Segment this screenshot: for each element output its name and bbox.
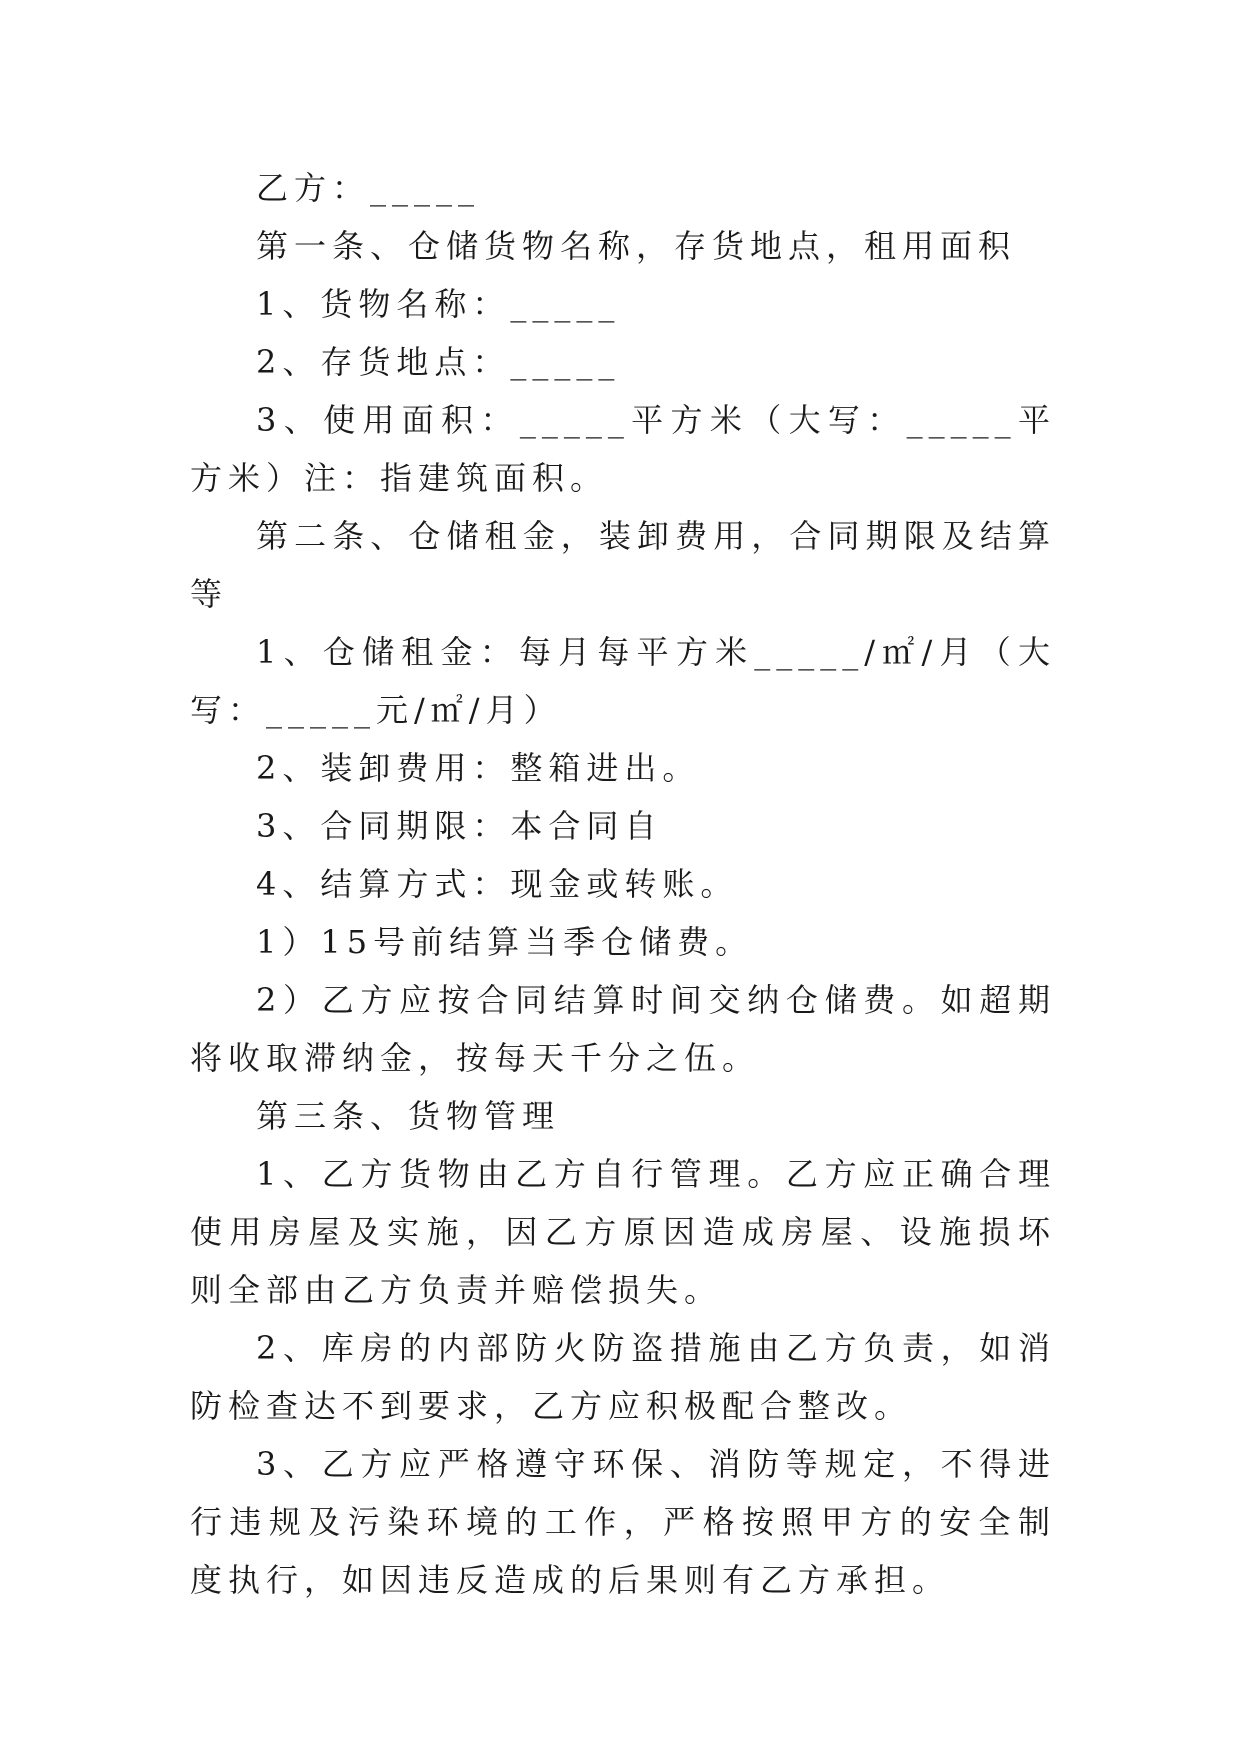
article-2-subitem-1: 1）15号前结算当季仓储费。 [256,923,754,961]
article-2-item-3: 3、合同期限：本合同自 [256,807,663,845]
article-2-heading: 第二条、仓储租金，装卸费用，合同期限及结算等 [190,517,1056,613]
article-1-item-3: 3、使用面积：_____平方米（大写：_____平方米）注：指建筑面积。 [190,401,1056,497]
article-3-item-3: 3、乙方应严格遵守环保、消防等规定，不得进行违规及污染环境的工作，严格按照甲方的安全制度执行，如因违反造成的后果则有乙方承担。 [190,1445,1056,1599]
article-1-item-1: 1、货物名称：_____ [256,285,621,323]
article-3-heading: 第三条、货物管理 [256,1097,561,1135]
article-2-item-4: 4、结算方式：现金或转账。 [256,865,739,903]
article-1-item-2: 2、存货地点：_____ [256,343,621,381]
article-2-item-1: 1、仓储租金：每月每平方米_____/㎡/月（大写：_____元/㎡/月） [190,633,1056,729]
party-b-line: 乙方：_____ [256,169,481,207]
article-3-item-1: 1、乙方货物由乙方自行管理。乙方应正确合理使用房屋及实施，因乙方原因造成房屋、设施损坏则全部由乙方负责并赔偿损失。 [190,1155,1056,1309]
article-1-heading: 第一条、仓储货物名称，存货地点，租用面积 [256,227,1017,265]
article-3-item-2: 2、库房的内部防火防盗措施由乙方负责，如消防检查达不到要求，乙方应积极配合整改。 [190,1329,1056,1425]
article-2-item-2: 2、装卸费用：整箱进出。 [256,749,701,787]
document-body [190,159,1056,1609]
article-2-subitem-2: 2）乙方应按合同结算时间交纳仓储费。如超期将收取滞纳金，按每天千分之伍。 [190,981,1056,1077]
